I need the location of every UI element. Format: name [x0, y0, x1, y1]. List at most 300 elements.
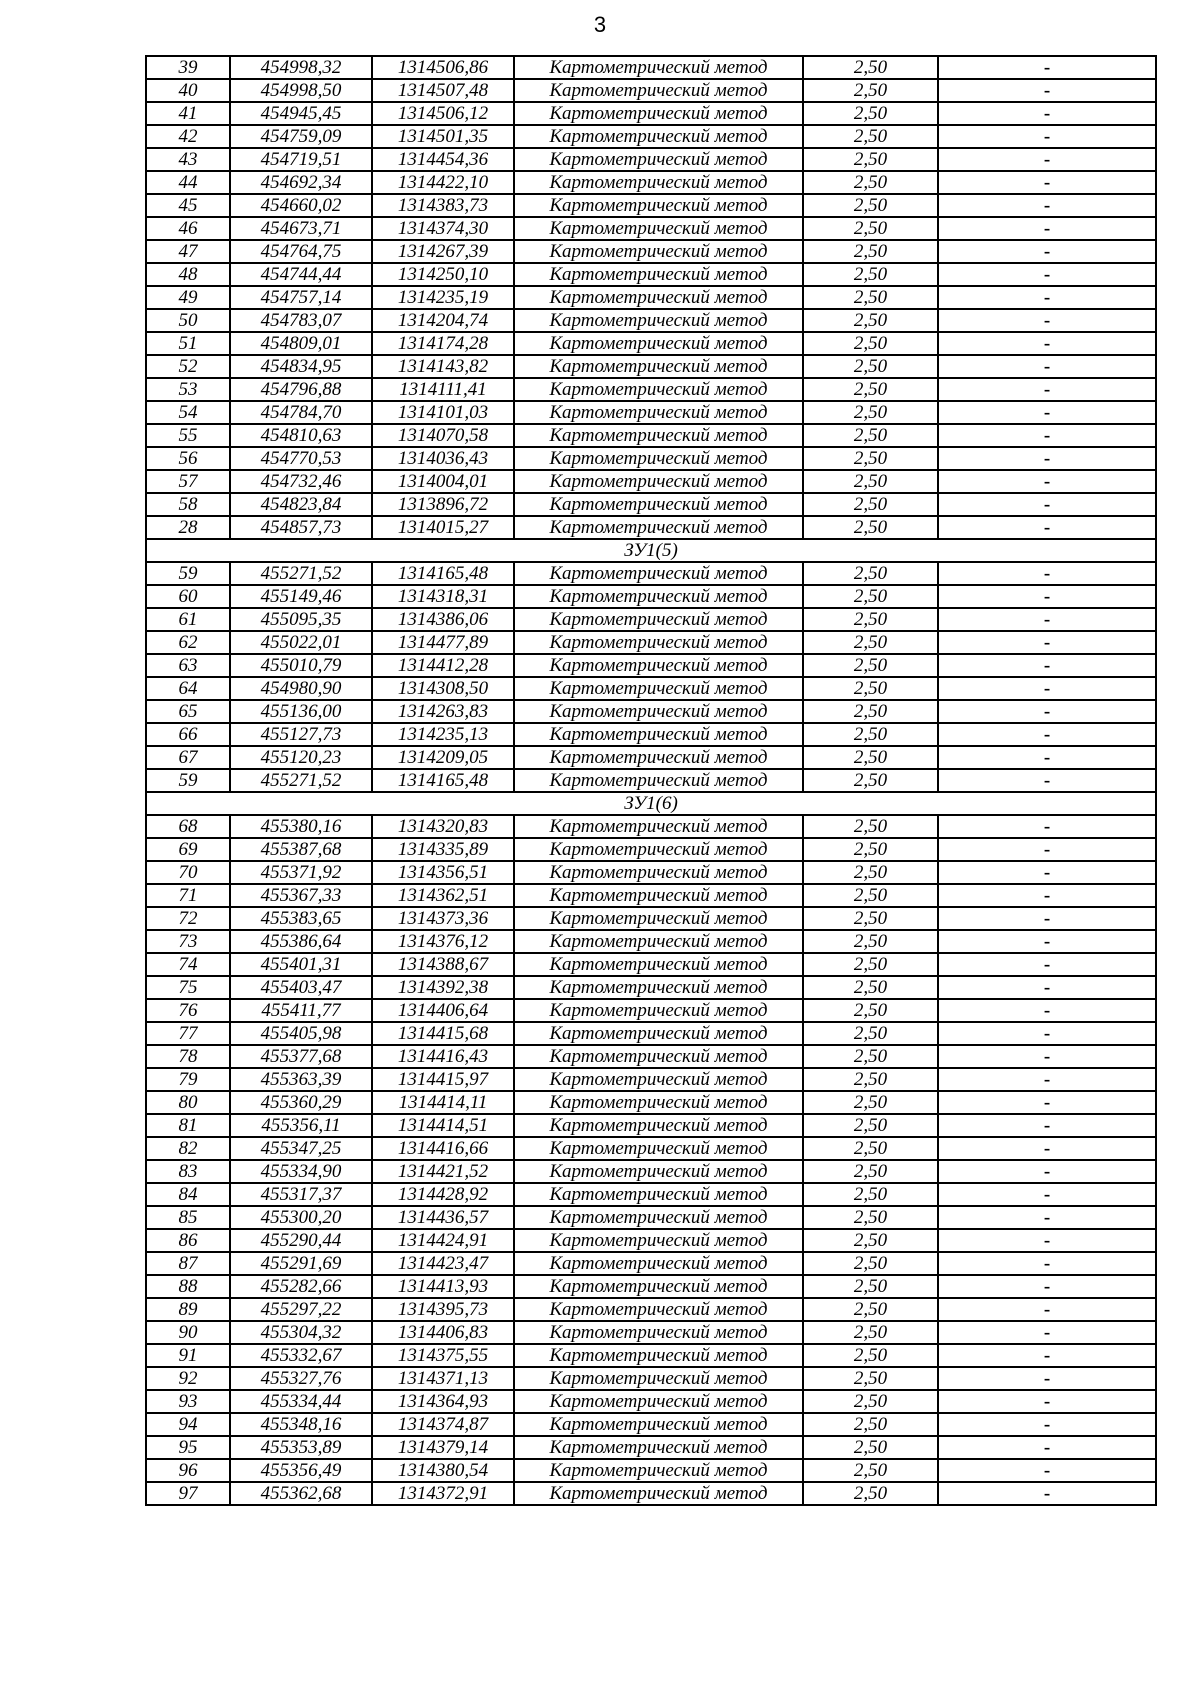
table-row — [146, 907, 1156, 930]
point-number-cell: 96 — [146, 1459, 230, 1482]
y-coordinate-cell: 1314383,73 — [372, 194, 514, 217]
point-number-cell: 55 — [146, 424, 230, 447]
method-cell: Картометрический метод — [514, 1252, 803, 1275]
accuracy-cell: 2,50 — [803, 884, 938, 907]
section-label: ЗУ1(5) — [146, 539, 1156, 562]
table-row — [146, 1298, 1156, 1321]
y-coordinate-cell: 1314416,43 — [372, 1045, 514, 1068]
table-row — [146, 1344, 1156, 1367]
accuracy-cell: 2,50 — [803, 1321, 938, 1344]
note-cell: - — [938, 1436, 1156, 1459]
y-coordinate-cell: 1314373,36 — [372, 907, 514, 930]
accuracy-cell: 2,50 — [803, 631, 938, 654]
x-coordinate-cell: 454998,50 — [230, 79, 372, 102]
accuracy-cell: 2,50 — [803, 79, 938, 102]
point-number-cell: 42 — [146, 125, 230, 148]
note-cell: - — [938, 1459, 1156, 1482]
note-cell: - — [938, 838, 1156, 861]
note-cell: - — [938, 1091, 1156, 1114]
table-row — [146, 1367, 1156, 1390]
method-cell: Картометрический метод — [514, 1275, 803, 1298]
x-coordinate-cell: 455290,44 — [230, 1229, 372, 1252]
point-number-cell: 83 — [146, 1160, 230, 1183]
note-cell: - — [938, 884, 1156, 907]
table-row — [146, 999, 1156, 1022]
y-coordinate-cell: 1314004,01 — [372, 470, 514, 493]
accuracy-cell: 2,50 — [803, 378, 938, 401]
table-row — [146, 1114, 1156, 1137]
accuracy-cell: 2,50 — [803, 125, 938, 148]
method-cell: Картометрический метод — [514, 976, 803, 999]
accuracy-cell: 2,50 — [803, 263, 938, 286]
point-number-cell: 59 — [146, 562, 230, 585]
x-coordinate-cell: 455095,35 — [230, 608, 372, 631]
table-row — [146, 148, 1156, 171]
x-coordinate-cell: 455405,98 — [230, 1022, 372, 1045]
y-coordinate-cell: 1314374,30 — [372, 217, 514, 240]
accuracy-cell: 2,50 — [803, 470, 938, 493]
table-row — [146, 562, 1156, 585]
y-coordinate-cell: 1314406,83 — [372, 1321, 514, 1344]
table-row — [146, 723, 1156, 746]
note-cell: - — [938, 1321, 1156, 1344]
y-coordinate-cell: 1314371,13 — [372, 1367, 514, 1390]
table-row — [146, 171, 1156, 194]
y-coordinate-cell: 1314501,35 — [372, 125, 514, 148]
table-row — [146, 585, 1156, 608]
accuracy-cell: 2,50 — [803, 401, 938, 424]
note-cell: - — [938, 309, 1156, 332]
point-number-cell: 73 — [146, 930, 230, 953]
accuracy-cell: 2,50 — [803, 1160, 938, 1183]
note-cell: - — [938, 999, 1156, 1022]
point-number-cell: 63 — [146, 654, 230, 677]
y-coordinate-cell: 1314388,67 — [372, 953, 514, 976]
accuracy-cell: 2,50 — [803, 1367, 938, 1390]
note-cell: - — [938, 332, 1156, 355]
x-coordinate-cell: 455386,64 — [230, 930, 372, 953]
method-cell: Картометрический метод — [514, 79, 803, 102]
x-coordinate-cell: 455271,52 — [230, 769, 372, 792]
x-coordinate-cell: 455304,32 — [230, 1321, 372, 1344]
table-row — [146, 1413, 1156, 1436]
note-cell: - — [938, 677, 1156, 700]
method-cell: Картометрический метод — [514, 1298, 803, 1321]
table-row — [146, 1068, 1156, 1091]
x-coordinate-cell: 455149,46 — [230, 585, 372, 608]
note-cell: - — [938, 1482, 1156, 1505]
x-coordinate-cell: 454857,73 — [230, 516, 372, 539]
table-row — [146, 1436, 1156, 1459]
table-row — [146, 930, 1156, 953]
y-coordinate-cell: 1314380,54 — [372, 1459, 514, 1482]
x-coordinate-cell: 455371,92 — [230, 861, 372, 884]
note-cell: - — [938, 1045, 1156, 1068]
method-cell: Картометрический метод — [514, 700, 803, 723]
point-number-cell: 61 — [146, 608, 230, 631]
x-coordinate-cell: 455362,68 — [230, 1482, 372, 1505]
accuracy-cell: 2,50 — [803, 1114, 938, 1137]
table-row — [146, 355, 1156, 378]
note-cell: - — [938, 447, 1156, 470]
accuracy-cell: 2,50 — [803, 424, 938, 447]
y-coordinate-cell: 1314392,38 — [372, 976, 514, 999]
y-coordinate-cell: 1314454,36 — [372, 148, 514, 171]
note-cell: - — [938, 125, 1156, 148]
note-cell: - — [938, 217, 1156, 240]
point-number-cell: 44 — [146, 171, 230, 194]
table-row — [146, 240, 1156, 263]
note-cell: - — [938, 378, 1156, 401]
y-coordinate-cell: 1314204,74 — [372, 309, 514, 332]
accuracy-cell: 2,50 — [803, 907, 938, 930]
accuracy-cell: 2,50 — [803, 700, 938, 723]
x-coordinate-cell: 454719,51 — [230, 148, 372, 171]
table-row — [146, 953, 1156, 976]
note-cell: - — [938, 1367, 1156, 1390]
point-number-cell: 51 — [146, 332, 230, 355]
x-coordinate-cell: 454784,70 — [230, 401, 372, 424]
note-cell: - — [938, 953, 1156, 976]
table-row — [146, 608, 1156, 631]
accuracy-cell: 2,50 — [803, 1298, 938, 1321]
accuracy-cell: 2,50 — [803, 1344, 938, 1367]
method-cell: Картометрический метод — [514, 953, 803, 976]
accuracy-cell: 2,50 — [803, 562, 938, 585]
y-coordinate-cell: 1314143,82 — [372, 355, 514, 378]
note-cell: - — [938, 930, 1156, 953]
note-cell: - — [938, 631, 1156, 654]
note-cell: - — [938, 56, 1156, 79]
x-coordinate-cell: 454660,02 — [230, 194, 372, 217]
y-coordinate-cell: 1314412,28 — [372, 654, 514, 677]
point-number-cell: 75 — [146, 976, 230, 999]
method-cell: Картометрический метод — [514, 1229, 803, 1252]
method-cell: Картометрический метод — [514, 1390, 803, 1413]
accuracy-cell: 2,50 — [803, 102, 938, 125]
accuracy-cell: 2,50 — [803, 1229, 938, 1252]
y-coordinate-cell: 1314406,64 — [372, 999, 514, 1022]
y-coordinate-cell: 1314374,87 — [372, 1413, 514, 1436]
note-cell: - — [938, 585, 1156, 608]
x-coordinate-cell: 455377,68 — [230, 1045, 372, 1068]
point-number-cell: 88 — [146, 1275, 230, 1298]
y-coordinate-cell: 1314414,51 — [372, 1114, 514, 1137]
y-coordinate-cell: 1314422,10 — [372, 171, 514, 194]
point-number-cell: 86 — [146, 1229, 230, 1252]
accuracy-cell: 2,50 — [803, 1022, 938, 1045]
point-number-cell: 94 — [146, 1413, 230, 1436]
x-coordinate-cell: 454810,63 — [230, 424, 372, 447]
point-number-cell: 49 — [146, 286, 230, 309]
note-cell: - — [938, 516, 1156, 539]
point-number-cell: 90 — [146, 1321, 230, 1344]
table-row — [146, 1091, 1156, 1114]
method-cell: Картометрический метод — [514, 1091, 803, 1114]
note-cell: - — [938, 424, 1156, 447]
page-number: 3 — [593, 12, 607, 37]
point-number-cell: 28 — [146, 516, 230, 539]
note-cell: - — [938, 1275, 1156, 1298]
accuracy-cell: 2,50 — [803, 240, 938, 263]
accuracy-cell: 2,50 — [803, 838, 938, 861]
y-coordinate-cell: 1314174,28 — [372, 332, 514, 355]
note-cell: - — [938, 493, 1156, 516]
x-coordinate-cell: 455120,23 — [230, 746, 372, 769]
point-number-cell: 52 — [146, 355, 230, 378]
accuracy-cell: 2,50 — [803, 148, 938, 171]
x-coordinate-cell: 455332,67 — [230, 1344, 372, 1367]
accuracy-cell: 2,50 — [803, 815, 938, 838]
table-row — [146, 286, 1156, 309]
accuracy-cell: 2,50 — [803, 677, 938, 700]
note-cell: - — [938, 1413, 1156, 1436]
note-cell: - — [938, 1160, 1156, 1183]
point-number-cell: 93 — [146, 1390, 230, 1413]
x-coordinate-cell: 454757,14 — [230, 286, 372, 309]
accuracy-cell: 2,50 — [803, 194, 938, 217]
table-row — [146, 677, 1156, 700]
accuracy-cell: 2,50 — [803, 861, 938, 884]
point-number-cell: 65 — [146, 700, 230, 723]
accuracy-cell: 2,50 — [803, 286, 938, 309]
note-cell: - — [938, 815, 1156, 838]
x-coordinate-cell: 455383,65 — [230, 907, 372, 930]
point-number-cell: 66 — [146, 723, 230, 746]
accuracy-cell: 2,50 — [803, 723, 938, 746]
accuracy-cell: 2,50 — [803, 1459, 938, 1482]
y-coordinate-cell: 1314477,89 — [372, 631, 514, 654]
point-number-cell: 53 — [146, 378, 230, 401]
table-row — [146, 1252, 1156, 1275]
accuracy-cell: 2,50 — [803, 1206, 938, 1229]
y-coordinate-cell: 1314320,83 — [372, 815, 514, 838]
table-row — [146, 1137, 1156, 1160]
x-coordinate-cell: 455334,90 — [230, 1160, 372, 1183]
y-coordinate-cell: 1314414,11 — [372, 1091, 514, 1114]
table-row — [146, 1229, 1156, 1252]
y-coordinate-cell: 1314416,66 — [372, 1137, 514, 1160]
y-coordinate-cell: 1314424,91 — [372, 1229, 514, 1252]
table-row — [146, 815, 1156, 838]
point-number-cell: 59 — [146, 769, 230, 792]
x-coordinate-cell: 455356,11 — [230, 1114, 372, 1137]
table-row — [146, 1183, 1156, 1206]
y-coordinate-cell: 1314436,57 — [372, 1206, 514, 1229]
method-cell: Картометрический метод — [514, 1183, 803, 1206]
section-header-row — [146, 539, 1156, 562]
accuracy-cell: 2,50 — [803, 332, 938, 355]
x-coordinate-cell: 455271,52 — [230, 562, 372, 585]
point-number-cell: 82 — [146, 1137, 230, 1160]
point-number-cell: 50 — [146, 309, 230, 332]
accuracy-cell: 2,50 — [803, 976, 938, 999]
point-number-cell: 76 — [146, 999, 230, 1022]
table-row — [146, 838, 1156, 861]
accuracy-cell: 2,50 — [803, 930, 938, 953]
x-coordinate-cell: 455353,89 — [230, 1436, 372, 1459]
note-cell: - — [938, 171, 1156, 194]
x-coordinate-cell: 454692,34 — [230, 171, 372, 194]
note-cell: - — [938, 263, 1156, 286]
method-cell: Картометрический метод — [514, 1206, 803, 1229]
table-row — [146, 1160, 1156, 1183]
point-number-cell: 80 — [146, 1091, 230, 1114]
y-coordinate-cell: 1314318,31 — [372, 585, 514, 608]
method-cell: Картометрический метод — [514, 769, 803, 792]
point-number-cell: 92 — [146, 1367, 230, 1390]
point-number-cell: 45 — [146, 194, 230, 217]
y-coordinate-cell: 1314036,43 — [372, 447, 514, 470]
accuracy-cell: 2,50 — [803, 355, 938, 378]
method-cell: Картометрический метод — [514, 424, 803, 447]
note-cell: - — [938, 286, 1156, 309]
accuracy-cell: 2,50 — [803, 1183, 938, 1206]
table-row — [146, 1482, 1156, 1505]
accuracy-cell: 2,50 — [803, 608, 938, 631]
accuracy-cell: 2,50 — [803, 999, 938, 1022]
note-cell: - — [938, 1298, 1156, 1321]
x-coordinate-cell: 454945,45 — [230, 102, 372, 125]
y-coordinate-cell: 1314376,12 — [372, 930, 514, 953]
point-number-cell: 54 — [146, 401, 230, 424]
y-coordinate-cell: 1314101,03 — [372, 401, 514, 424]
table-row — [146, 1390, 1156, 1413]
note-cell: - — [938, 1229, 1156, 1252]
point-number-cell: 74 — [146, 953, 230, 976]
y-coordinate-cell: 1314250,10 — [372, 263, 514, 286]
x-coordinate-cell: 454732,46 — [230, 470, 372, 493]
x-coordinate-cell: 455282,66 — [230, 1275, 372, 1298]
x-coordinate-cell: 455317,37 — [230, 1183, 372, 1206]
method-cell: Картометрический метод — [514, 102, 803, 125]
y-coordinate-cell: 1314356,51 — [372, 861, 514, 884]
x-coordinate-cell: 454764,75 — [230, 240, 372, 263]
y-coordinate-cell: 1314506,12 — [372, 102, 514, 125]
accuracy-cell: 2,50 — [803, 1482, 938, 1505]
x-coordinate-cell: 454673,71 — [230, 217, 372, 240]
note-cell: - — [938, 1137, 1156, 1160]
accuracy-cell: 2,50 — [803, 1137, 938, 1160]
y-coordinate-cell: 1314308,50 — [372, 677, 514, 700]
x-coordinate-cell: 455401,31 — [230, 953, 372, 976]
table-row — [146, 424, 1156, 447]
note-cell: - — [938, 355, 1156, 378]
y-coordinate-cell: 1314421,52 — [372, 1160, 514, 1183]
point-number-cell: 56 — [146, 447, 230, 470]
x-coordinate-cell: 455348,16 — [230, 1413, 372, 1436]
note-cell: - — [938, 1022, 1156, 1045]
method-cell: Картометрический метод — [514, 148, 803, 171]
y-coordinate-cell: 1314263,83 — [372, 700, 514, 723]
table-row — [146, 1275, 1156, 1298]
note-cell: - — [938, 102, 1156, 125]
point-number-cell: 64 — [146, 677, 230, 700]
accuracy-cell: 2,50 — [803, 171, 938, 194]
point-number-cell: 91 — [146, 1344, 230, 1367]
note-cell: - — [938, 1114, 1156, 1137]
method-cell: Картометрический метод — [514, 654, 803, 677]
note-cell: - — [938, 401, 1156, 424]
y-coordinate-cell: 1314070,58 — [372, 424, 514, 447]
point-number-cell: 84 — [146, 1183, 230, 1206]
note-cell: - — [938, 79, 1156, 102]
method-cell: Картометрический метод — [514, 194, 803, 217]
table-row — [146, 125, 1156, 148]
method-cell: Картометрический метод — [514, 1068, 803, 1091]
accuracy-cell: 2,50 — [803, 585, 938, 608]
method-cell: Картометрический метод — [514, 1482, 803, 1505]
x-coordinate-cell: 455334,44 — [230, 1390, 372, 1413]
y-coordinate-cell: 1314165,48 — [372, 769, 514, 792]
point-number-cell: 81 — [146, 1114, 230, 1137]
method-cell: Картометрический метод — [514, 263, 803, 286]
method-cell: Картометрический метод — [514, 516, 803, 539]
table-row — [146, 470, 1156, 493]
table-row — [146, 217, 1156, 240]
y-coordinate-cell: 1314209,05 — [372, 746, 514, 769]
accuracy-cell: 2,50 — [803, 953, 938, 976]
table-row — [146, 378, 1156, 401]
x-coordinate-cell: 454770,53 — [230, 447, 372, 470]
point-number-cell: 72 — [146, 907, 230, 930]
x-coordinate-cell: 455022,01 — [230, 631, 372, 654]
note-cell: - — [938, 194, 1156, 217]
point-number-cell: 46 — [146, 217, 230, 240]
x-coordinate-cell: 454759,09 — [230, 125, 372, 148]
point-number-cell: 87 — [146, 1252, 230, 1275]
x-coordinate-cell: 455347,25 — [230, 1137, 372, 1160]
method-cell: Картометрический метод — [514, 608, 803, 631]
method-cell: Картометрический метод — [514, 585, 803, 608]
table-row — [146, 493, 1156, 516]
x-coordinate-cell: 455010,79 — [230, 654, 372, 677]
x-coordinate-cell: 455136,00 — [230, 700, 372, 723]
accuracy-cell: 2,50 — [803, 1068, 938, 1091]
x-coordinate-cell: 455363,39 — [230, 1068, 372, 1091]
note-cell: - — [938, 608, 1156, 631]
accuracy-cell: 2,50 — [803, 1045, 938, 1068]
point-number-cell: 48 — [146, 263, 230, 286]
point-number-cell: 39 — [146, 56, 230, 79]
point-number-cell: 70 — [146, 861, 230, 884]
method-cell: Картометрический метод — [514, 1137, 803, 1160]
method-cell: Картометрический метод — [514, 999, 803, 1022]
method-cell: Картометрический метод — [514, 884, 803, 907]
section-label: ЗУ1(6) — [146, 792, 1156, 815]
method-cell: Картометрический метод — [514, 838, 803, 861]
point-number-cell: 58 — [146, 493, 230, 516]
x-coordinate-cell: 455300,20 — [230, 1206, 372, 1229]
x-coordinate-cell: 454783,07 — [230, 309, 372, 332]
note-cell: - — [938, 723, 1156, 746]
note-cell: - — [938, 769, 1156, 792]
x-coordinate-cell: 454744,44 — [230, 263, 372, 286]
method-cell: Картометрический метод — [514, 562, 803, 585]
y-coordinate-cell: 1314379,14 — [372, 1436, 514, 1459]
accuracy-cell: 2,50 — [803, 1390, 938, 1413]
table-row — [146, 401, 1156, 424]
method-cell: Картометрический метод — [514, 1459, 803, 1482]
table-row — [146, 1045, 1156, 1068]
table-row — [146, 309, 1156, 332]
coordinates-table — [145, 55, 1157, 1506]
y-coordinate-cell: 1314015,27 — [372, 516, 514, 539]
y-coordinate-cell: 1314413,93 — [372, 1275, 514, 1298]
x-coordinate-cell: 454980,90 — [230, 677, 372, 700]
table-row — [146, 861, 1156, 884]
y-coordinate-cell: 1314362,51 — [372, 884, 514, 907]
